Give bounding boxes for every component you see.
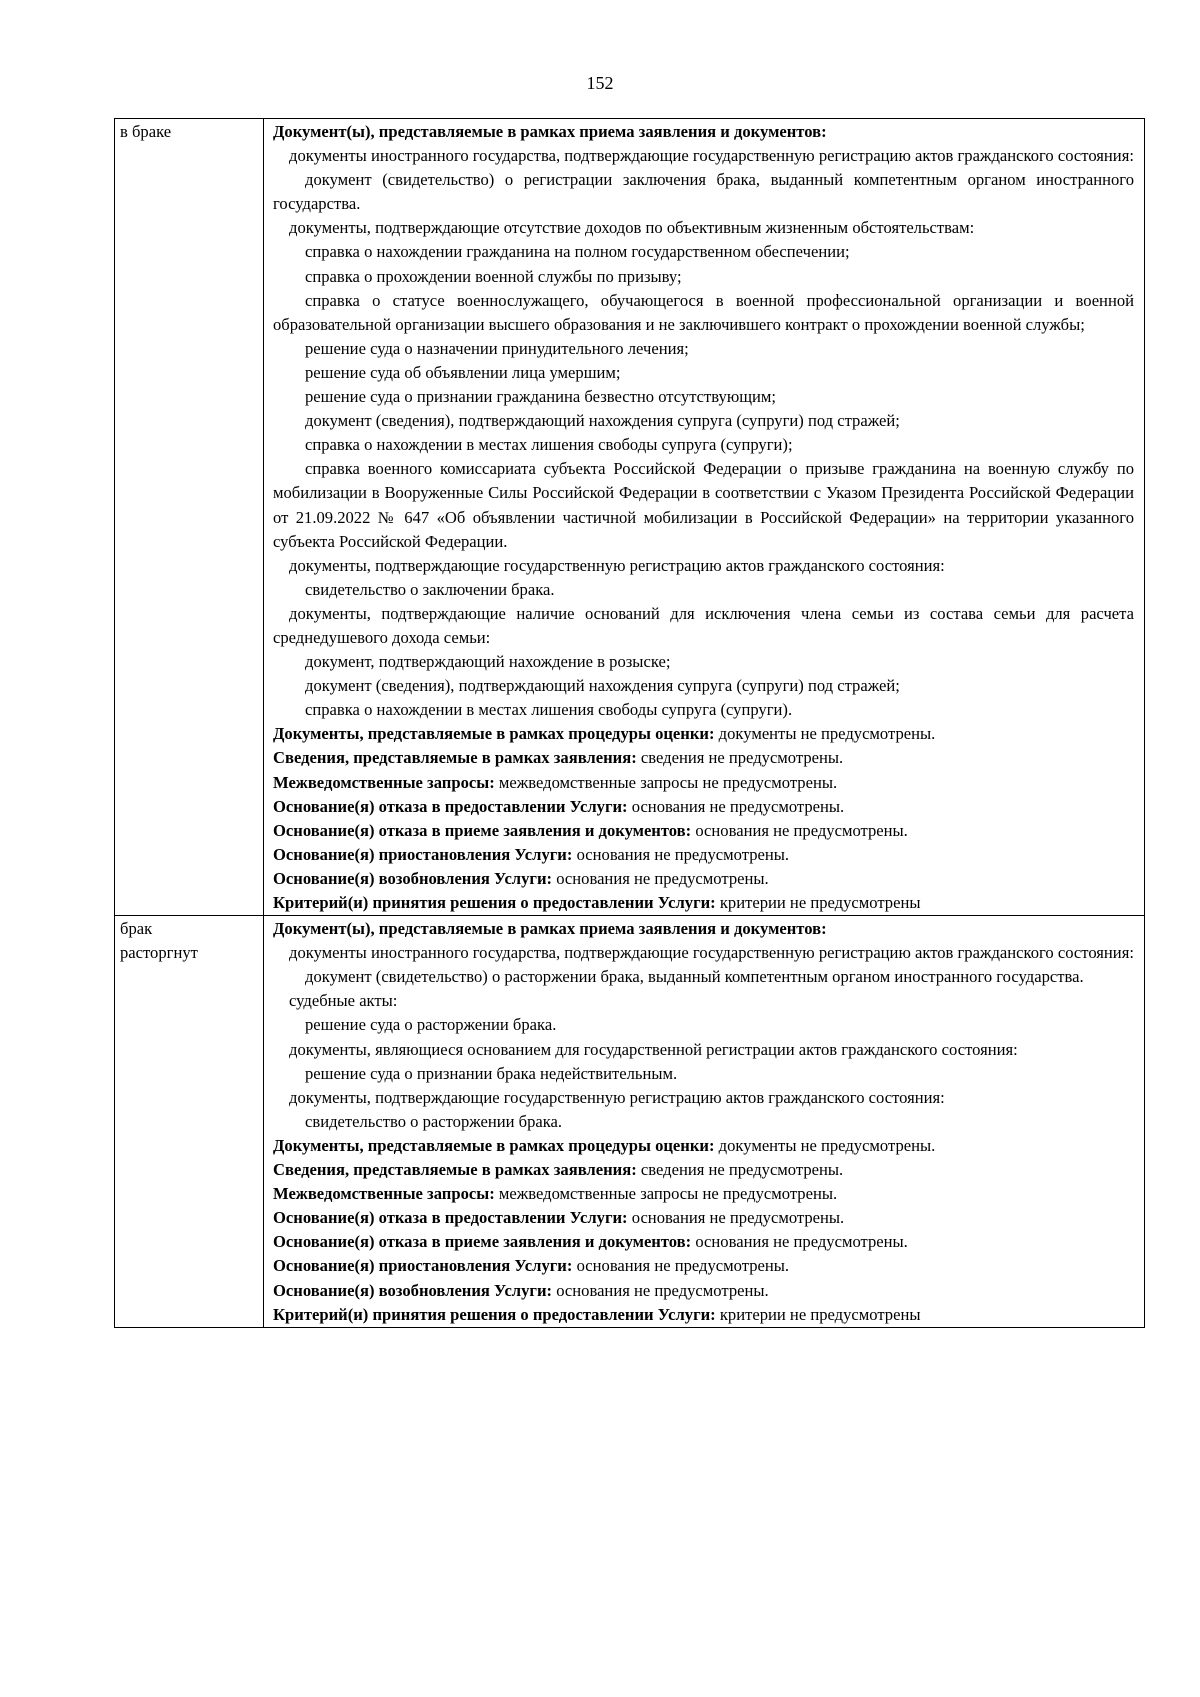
field-value: критерии не предусмотрены	[719, 893, 921, 912]
document-item: документы иностранного государства, подтверждающие государственную регистрацию актов гражданского состояния:	[289, 943, 1134, 963]
document-item: документ, подтверждающий нахождение в розыске;	[305, 652, 671, 672]
section-heading: Документ(ы), представляемые в рамках приема заявления и документов:	[273, 919, 827, 939]
field-label: Сведения, представляемые в рамках заявления:	[273, 1160, 637, 1180]
document-item: справка о нахождении в местах лишения свободы супруга (супруги).	[305, 700, 793, 720]
marital-status-label: брак	[120, 919, 153, 939]
field-value: межведомственные запросы не предусмотрены.	[498, 1184, 838, 1204]
document-item: справка о нахождении в местах лишения свободы супруга (супруги);	[305, 435, 793, 455]
document-item: решение суда о признании гражданина безвестно отсутствующим;	[305, 387, 777, 407]
document-item: справка о нахождении гражданина на полном государственном обеспечении;	[305, 242, 850, 262]
table-row	[115, 119, 1145, 916]
requirement-field	[273, 1182, 1134, 1206]
requirement-field	[273, 795, 1134, 819]
requirement-field	[273, 1134, 1134, 1158]
field-label: Межведомственные запросы:	[273, 1184, 495, 1204]
field-value: основания не предусмотрены.	[631, 796, 845, 816]
document-item: решение суда об объявлении лица умершим;	[305, 362, 621, 382]
field-label: Документы, представляемые в рамках процедуры оценки:	[273, 724, 715, 744]
field-value: основания не предусмотрены.	[576, 844, 790, 864]
requirement-field	[273, 891, 1134, 915]
document-item: судебные акты:	[289, 991, 398, 1011]
field-label: Критерий(и) принятия решения о предоставлении Услуги:	[273, 893, 716, 912]
document-item: документ (сведения), подтверждающий нахождения супруга (супруги) под стражей;	[305, 411, 900, 431]
document-item: документ (свидетельство) о расторжении брака, выданный компетентным органом иностранного государства.	[305, 967, 1084, 987]
field-label: Основание(я) отказа в приеме заявления и документов:	[273, 820, 692, 840]
field-value: основания не предусмотрены.	[576, 1256, 790, 1276]
document-item: документы, подтверждающие государственную регистрацию актов гражданского состояния:	[289, 1087, 945, 1107]
document-item: документы иностранного государства, подтверждающие государственную регистрацию актов гражданского состояния:	[289, 146, 1134, 166]
table-body	[115, 119, 1145, 1328]
field-label: Основание(я) отказа в предоставлении Услуги:	[273, 796, 628, 816]
document-item: документ (сведения), подтверждающий нахождения супруга (супруги) под стражей;	[305, 676, 900, 696]
field-value: критерии не предусмотрены	[719, 1304, 921, 1324]
field-label: Документы, представляемые в рамках процедуры оценки:	[273, 1135, 715, 1155]
field-value: сведения не предусмотрены.	[640, 1160, 844, 1180]
requirements-cell	[264, 916, 1145, 1328]
document-item: документы, подтверждающие государственную регистрацию актов гражданского состояния:	[289, 555, 945, 575]
document-item: решение суда о признании брака недействительным.	[305, 1063, 678, 1083]
document-item: свидетельство о расторжении брака.	[305, 1111, 563, 1131]
requirement-field	[273, 1254, 1134, 1278]
field-label: Основание(я) приостановления Услуги:	[273, 1256, 573, 1276]
field-value: основания не предусмотрены.	[556, 1280, 769, 1300]
document-table	[114, 118, 1145, 1328]
field-value: документы не предусмотрены.	[718, 1135, 936, 1155]
field-value: межведомственные запросы не предусмотрены.	[498, 772, 838, 792]
requirement-field	[273, 819, 1134, 843]
document-item: решение суда о расторжении брака.	[305, 1015, 557, 1035]
document-item: справка о прохождении военной службы по призыву;	[305, 266, 682, 286]
document-item: справка военного комиссариата субъекта Российской Федерации о призыве гражданина на военную службу по мобилизации в Вооруженные Силы Российской Федерации в соответствии с Указом Президента Российской Федерации от 21.09.2022 № 647 «Об объявлении частичной мобилизации в Российской Федерации» на территории указанного субъекта Российской Федерации.	[273, 459, 1134, 551]
requirements-cell	[264, 119, 1145, 916]
field-label: Основание(я) отказа в предоставлении Услуги:	[273, 1208, 628, 1228]
field-label: Основание(я) возобновления Услуги:	[273, 1280, 553, 1300]
field-label: Основание(я) возобновления Услуги:	[273, 868, 553, 888]
document-item: справка о статусе военнослужащего, обучающегося в военной профессиональной организации и военной образовательной организации высшего образования и не заключившего контракт о прохождении военной службы;	[273, 290, 1134, 334]
requirement-field	[273, 1158, 1134, 1182]
field-value: основания не предусмотрены.	[556, 868, 769, 888]
requirement-field	[273, 867, 1134, 891]
requirement-field	[273, 1206, 1134, 1230]
document-item: свидетельство о заключении брака.	[305, 579, 555, 599]
page-number: 152	[586, 73, 614, 93]
document-item: решение суда о назначении принудительного лечения;	[305, 338, 689, 358]
field-value: сведения не предусмотрены.	[640, 748, 844, 768]
field-label: Основание(я) отказа в приеме заявления и документов:	[273, 1232, 692, 1252]
marital-status-cell	[115, 119, 264, 916]
requirement-field	[273, 843, 1134, 867]
marital-status-cell	[115, 916, 264, 1328]
field-value: основания не предусмотрены.	[695, 1232, 908, 1252]
field-value: основания не предусмотрены.	[631, 1208, 845, 1228]
requirement-field	[273, 1279, 1134, 1303]
document-item: документы, подтверждающие отсутствие доходов по объективным жизненным обстоятельствам:	[289, 218, 975, 238]
marital-status-label: расторгнут	[120, 943, 198, 963]
table-row	[115, 916, 1145, 1328]
marital-status-label: в браке	[120, 122, 172, 141]
field-label: Основание(я) приостановления Услуги:	[273, 844, 573, 864]
requirement-field	[273, 746, 1134, 770]
field-label: Сведения, представляемые в рамках заявления:	[273, 748, 637, 768]
field-value: основания не предусмотрены.	[695, 820, 908, 840]
requirement-field	[273, 1303, 1134, 1327]
section-heading: Документ(ы), представляемые в рамках приема заявления и документов:	[273, 122, 827, 141]
requirement-field	[273, 722, 1134, 746]
document-item: документ (свидетельство) о регистрации заключения брака, выданный компетентным органом иностранного государства.	[273, 170, 1134, 214]
document-item: документы, являющиеся основанием для государственной регистрации актов гражданского состояния:	[289, 1039, 1018, 1059]
requirement-field	[273, 1230, 1134, 1254]
field-label: Критерий(и) принятия решения о предоставлении Услуги:	[273, 1304, 716, 1324]
requirement-field	[273, 771, 1134, 795]
document-item: документы, подтверждающие наличие оснований для исключения члена семьи из состава семьи для расчета среднедушевого дохода семьи:	[273, 603, 1134, 647]
field-value: документы не предусмотрены.	[718, 724, 936, 744]
field-label: Межведомственные запросы:	[273, 772, 495, 792]
